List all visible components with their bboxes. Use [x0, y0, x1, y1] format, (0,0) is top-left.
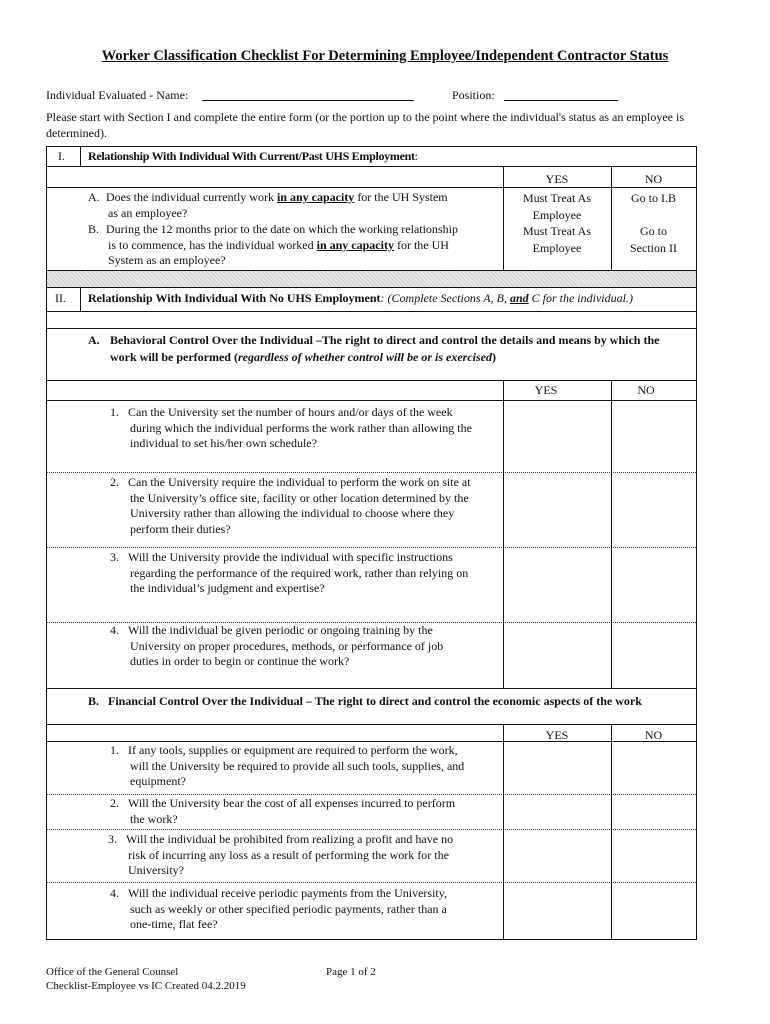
- footer-office: Office of the General Counsel: [46, 966, 179, 978]
- position-field[interactable]: [504, 100, 618, 101]
- table-rule: [46, 380, 697, 381]
- section1-b-yes-answer[interactable]: Must Treat As Employee: [522, 224, 592, 255]
- subsection-b-question-4: 4. Will the individual receive periodic payments from the University, such as weekly or other specified periodic payments, rather than a one-time, flat fee?: [110, 886, 447, 931]
- section1-question-b: B. During the 12 months prior to the date on which the working relationship is to commence, has the individual worked in any capacity for the UH System as an employee?: [88, 222, 458, 267]
- a2-no-box[interactable]: [612, 473, 696, 547]
- section1-question-a: A. Does the individual currently work in any capacity for the UH System as an employee?: [88, 190, 448, 220]
- b2-yes-box[interactable]: [504, 795, 611, 829]
- section2-numeral: II.: [55, 291, 66, 305]
- table-rule: [46, 724, 697, 725]
- section1-a-yes-answer[interactable]: Must Treat As Employee: [522, 191, 592, 222]
- table-rule: [46, 328, 697, 329]
- footer-checklist: Checklist-Employee vs IC Created 04.2.2019: [46, 980, 246, 992]
- section1-no-header: NO: [644, 172, 663, 186]
- subsection-b-question-1: 1. If any tools, supplies or equipment are required to perform the work, will the University be required to provide all such tools, supplies, and equipment?: [110, 743, 465, 788]
- subsection-b-title: B. Financial Control Over the Individual – The right to direct and control the economic aspects of the work: [88, 694, 642, 708]
- section-col-divider: [80, 287, 81, 311]
- shaded-separator: [47, 271, 696, 287]
- a4-yes-box[interactable]: [504, 623, 611, 688]
- b4-no-box[interactable]: [612, 883, 696, 939]
- table-border-right: [696, 146, 697, 940]
- table-border-left: [46, 146, 47, 940]
- table-rule: [46, 146, 697, 147]
- name-field[interactable]: [202, 100, 414, 101]
- table-rule: [46, 311, 697, 312]
- table-rule: [46, 688, 697, 689]
- b2-no-box[interactable]: [612, 795, 696, 829]
- section1-numeral: I.: [58, 149, 65, 163]
- b4-yes-box[interactable]: [504, 883, 611, 939]
- b1-yes-box[interactable]: [504, 742, 611, 794]
- subsection-a-question-3: 3. Will the University provide the individual with specific instructions regarding the performance of the required work, rather than relying on the individual’s judgment and expertise?: [110, 550, 469, 595]
- b3-yes-box[interactable]: [504, 830, 611, 882]
- table-rule: [46, 939, 697, 940]
- a3-yes-box[interactable]: [504, 548, 611, 622]
- b1-no-box[interactable]: [612, 742, 696, 794]
- section1-title: Relationship With Individual With Current/Past UHS Employment:: [88, 149, 418, 163]
- a3-no-box[interactable]: [612, 548, 696, 622]
- a1-no-box[interactable]: [612, 401, 696, 472]
- subsection-a-question-4: 4. Will the individual be given periodic or ongoing training by the University on proper procedures, methods, or performance of job duties in order to begin or continue the work?: [110, 623, 444, 668]
- subsection-a-question-2: 2. Can the University require the individual to perform the work on site at the University’s office site, facility or other location determined by the University rather than allowing the individual to choose where they perform their duties?: [110, 475, 471, 536]
- table-rule: [46, 287, 697, 288]
- subsection-a-yes-header: YES: [534, 383, 558, 397]
- subsection-a-question-1: 1. Can the University set the number of hours and/or days of the week during which the individual performs the work rather than allowing the individual to set his/her own schedule?: [110, 405, 472, 450]
- section-col-divider: [80, 146, 81, 166]
- section2-title: Relationship With Individual With No UHS Employment: (Complete Sections A, B, and C for the individual.): [88, 291, 633, 305]
- individual-label: Individual Evaluated - Name:: [46, 88, 189, 102]
- section1-yes-header: YES: [545, 172, 569, 186]
- footer-page-number: Page 1 of 2: [326, 966, 376, 978]
- subsection-a-no-header: NO: [637, 383, 655, 397]
- subsection-a-title: A. Behavioral Control Over the Individual –The right to direct and control the details and means by which the work will be performed (regardless of whether control will be or is exercised): [88, 333, 660, 364]
- subsection-b-no-header: NO: [644, 728, 663, 742]
- a4-no-box[interactable]: [612, 623, 696, 688]
- subsection-b-question-2: 2. Will the University bear the cost of all expenses incurred to perform the work?: [110, 796, 456, 826]
- section1-a-no-answer[interactable]: Go to I.B: [631, 191, 676, 205]
- instructions: Please start with Section I and complete the entire form (or the portion up to the point where the individual's status as an employee is determined).: [46, 110, 685, 140]
- b3-no-box[interactable]: [612, 830, 696, 882]
- a1-yes-box[interactable]: [504, 401, 611, 472]
- subsection-b-question-3: 3. Will the individual be prohibited from realizing a profit and have no risk of incurring any loss as a result of performing the work for the University?: [108, 832, 454, 877]
- table-rule: [46, 166, 697, 167]
- document-title: Worker Classification Checklist For Determining Employee/Independent Contractor Status: [101, 48, 669, 64]
- section1-b-no-answer[interactable]: Go to Section II: [630, 224, 677, 255]
- subsection-b-yes-header: YES: [545, 728, 569, 742]
- position-label: Position:: [452, 88, 495, 102]
- a2-yes-box[interactable]: [504, 473, 611, 547]
